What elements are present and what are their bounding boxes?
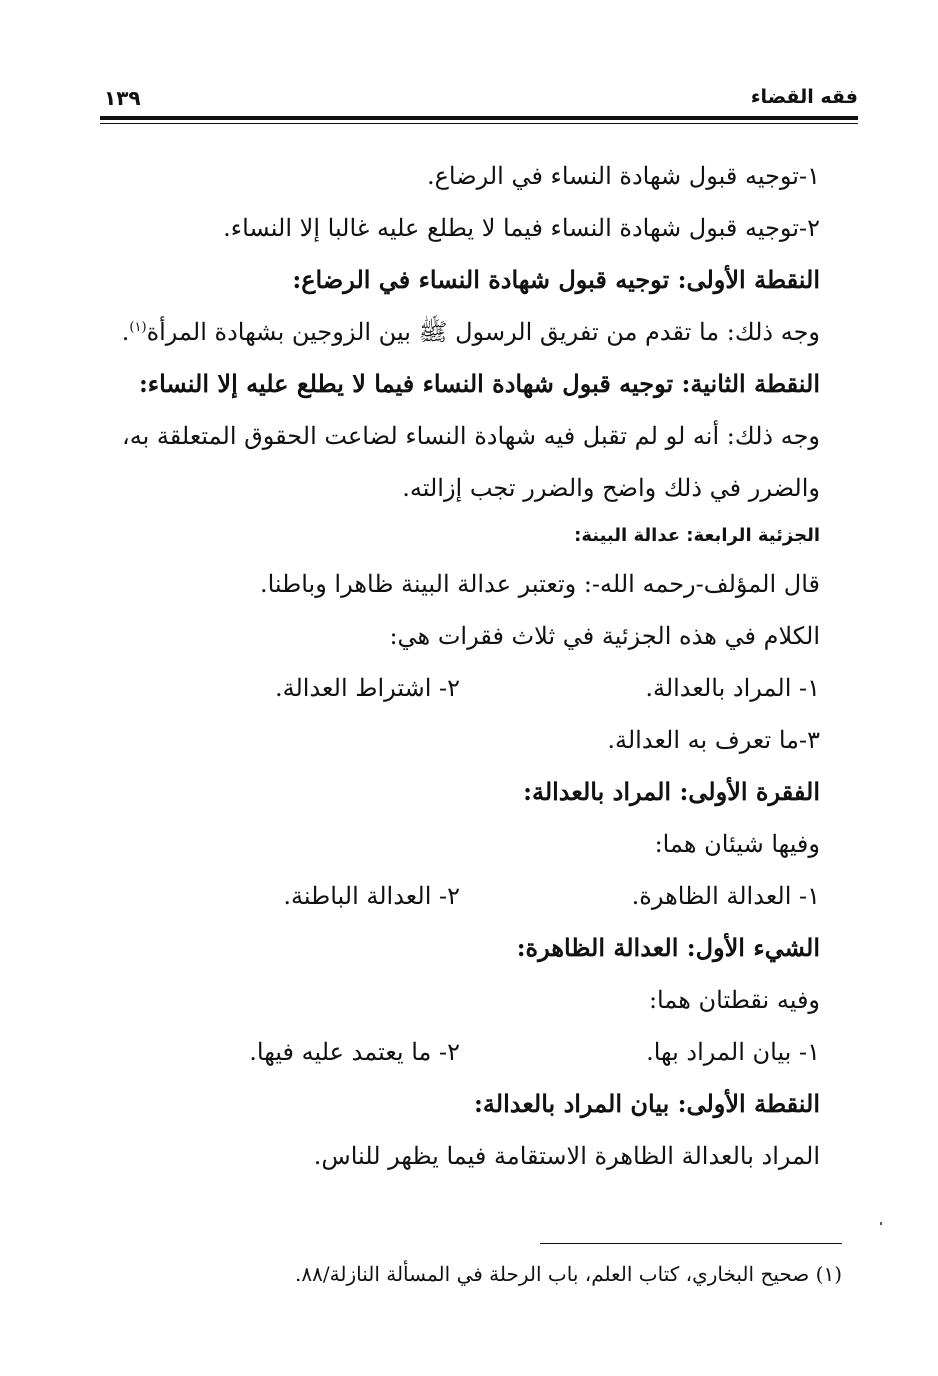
section-heading: الشيء الأول: العدالة الظاهرة: — [516, 933, 820, 962]
text-line — [80, 306, 820, 358]
section-heading: النقطة الأولى: توجيه قبول شهادة النساء في الرضاع: — [292, 265, 820, 294]
list-row — [80, 662, 820, 714]
running-title: فقه القضاء — [750, 86, 858, 108]
page-number: ١٣٩ — [104, 86, 141, 110]
footnote-separator — [540, 1243, 842, 1244]
list-item: ١- المراد بالعدالة. — [645, 674, 820, 702]
text-line: الكلام في هذه الجزئية في ثلاث فقرات هي: — [389, 622, 820, 650]
list-item: ٢- العدالة الباطنة. — [283, 882, 460, 910]
section-heading: النقطة الثانية: توجيه قبول شهادة النساء فيما لا يطلع عليه إلا النساء: — [138, 369, 820, 398]
list-row — [80, 870, 820, 922]
text-span: . — [121, 318, 130, 346]
list-item: ١- بيان المراد بها. — [646, 1038, 820, 1066]
list-item: ١- العدالة الظاهرة. — [631, 882, 820, 910]
header-rule-thin — [100, 123, 858, 124]
list-item: ٢- اشتراط العدالة. — [274, 674, 460, 702]
list-row — [80, 1026, 820, 1078]
section-heading: الفقرة الأولى: المراد بالعدالة: — [523, 777, 820, 806]
header-rule-thick — [100, 116, 858, 120]
text-line: وفيه نقطتان هما: — [648, 986, 820, 1014]
text-line: ٢-توجيه قبول شهادة النساء فيما لا يطلع عليه غالبا إلا النساء. — [223, 214, 820, 242]
main-text — [80, 150, 820, 1182]
page-header — [100, 86, 858, 116]
subsection-heading: الجزئية الرابعة: عدالة البينة: — [574, 525, 820, 546]
footnote-ref: (١) — [129, 320, 147, 335]
text-line: وفيها شيئان هما: — [654, 830, 820, 858]
text-line: وجه ذلك: أنه لو لم تقبل فيه شهادة النساء لضاعت الحقوق المتعلقة به، — [121, 422, 820, 450]
text-line: المراد بالعدالة الظاهرة الاستقامة فيما يظهر للناس. — [313, 1142, 820, 1170]
text-line: ١-توجيه قبول شهادة النساء في الرضاع. — [426, 162, 820, 190]
list-item: ٢- ما يعتمد عليه فيها. — [249, 1038, 460, 1066]
text-span: وجه ذلك: ما تقدم من تفريق الرسول ﷺ بين الزوجين بشهادة المرأة — [146, 318, 820, 346]
text-line: والضرر في ذلك واضح والضرر تجب إزالته. — [402, 474, 820, 502]
text-line: ٣-ما تعرف به العدالة. — [607, 726, 820, 754]
text-line: قال المؤلف-رحمه الله-: وتعتبر عدالة البينة ظاهرا وباطنا. — [259, 570, 820, 598]
scan-speck — [880, 1222, 882, 1225]
footnote: (١) صحيح البخاري، كتاب العلم، باب الرحلة في المسألة النازلة/٨٨. — [295, 1262, 842, 1286]
section-heading: النقطة الأولى: بيان المراد بالعدالة: — [474, 1089, 820, 1118]
